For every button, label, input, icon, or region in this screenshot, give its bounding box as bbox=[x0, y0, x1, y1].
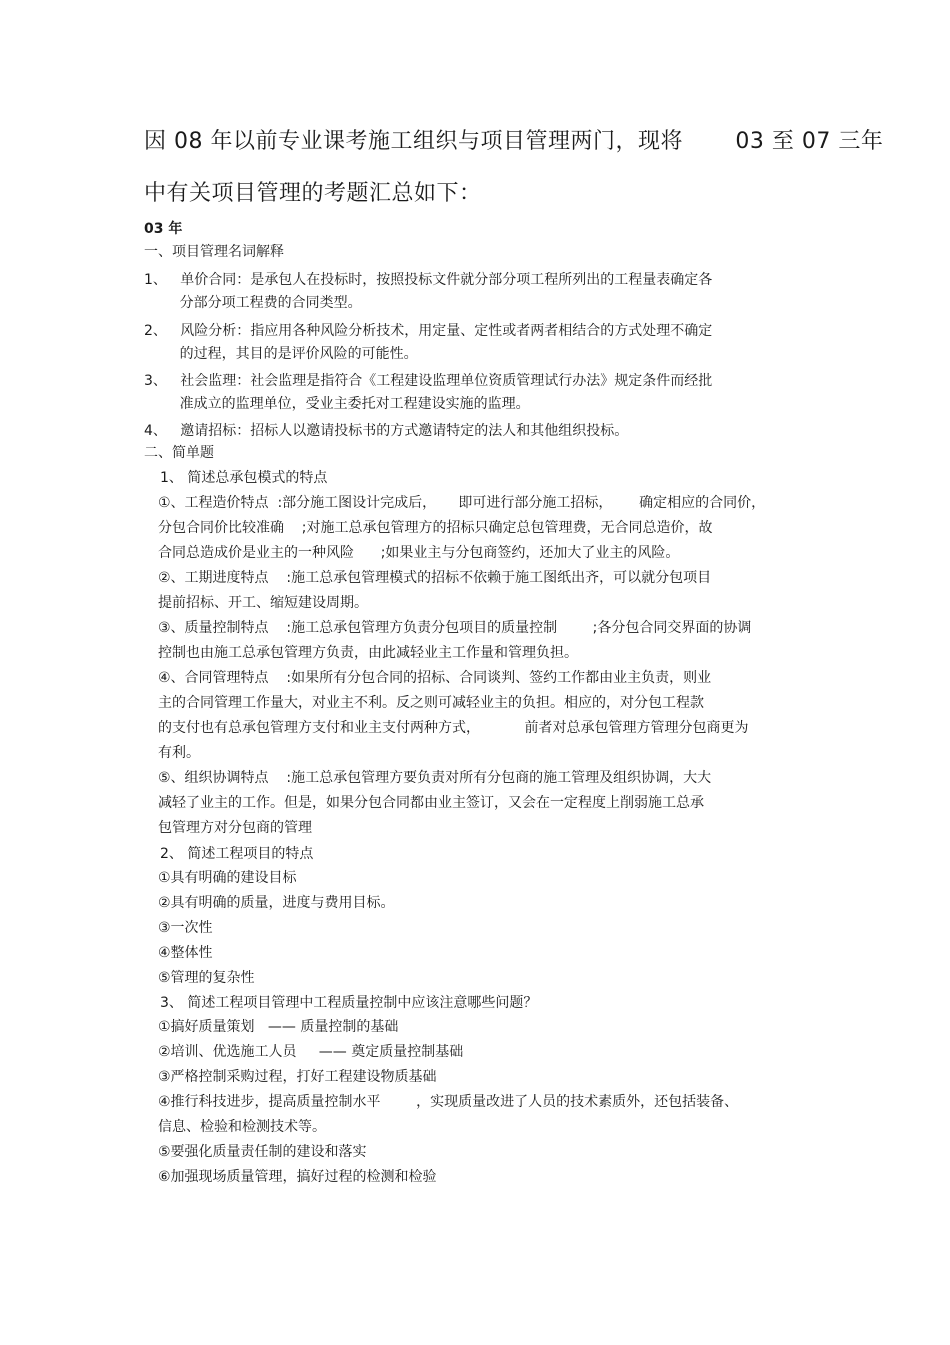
question-1-line: 提前招标、开工、缩短建设周期。 bbox=[158, 595, 368, 611]
question-3-line: ②培训、优选施工人员 —— 奠定质量控制基础 bbox=[158, 1044, 464, 1060]
section-heading-terms: 一、项目管理名词解释 bbox=[144, 244, 284, 260]
question-3-line: ④推行科技进步，提高质量控制水平 ，实现质量改进了人员的技术素质外，还包括装备、 bbox=[158, 1094, 739, 1110]
question-3-line: ⑤要强化质量责任制的建设和落实 bbox=[158, 1144, 367, 1160]
question-2-line: ④整体性 bbox=[158, 945, 213, 961]
question-3-line: ③严格控制采购过程，打好工程建设物质基础 bbox=[158, 1069, 437, 1085]
term-item-3-line-1: 3、 社会监理：社会监理是指符合《工程建设监理单位资质管理试行办法》规定条件而经批 bbox=[144, 373, 713, 389]
document-title-line-2: 中有关项目管理的考题汇总如下： bbox=[144, 181, 482, 206]
question-1-line: ⑤、组织协调特点 :施工总承包管理方要负责对所有分包商的施工管理及组织协调，大大 bbox=[158, 770, 712, 786]
question-3-line: ①搞好质量策划 —— 质量控制的基础 bbox=[158, 1019, 399, 1035]
question-2-line: ②具有明确的质量，进度与费用目标。 bbox=[158, 895, 395, 911]
year-label: 03 年 bbox=[144, 221, 183, 237]
question-1-title: 1、 简述总承包模式的特点 bbox=[160, 470, 328, 486]
question-1-line: 合同总造成价是业主的一种风险 ;如果业主与分包商签约，还加大了业主的风险。 bbox=[158, 545, 680, 561]
term-item-4-line-1: 4、 邀请招标：招标人以邀请投标书的方式邀请特定的法人和其他组织投标。 bbox=[144, 423, 629, 439]
question-1-line: ①、工程造价特点 :部分施工图设计完成后， 即可进行部分施工招标， 确定相应的合同价， bbox=[158, 495, 766, 511]
question-1-line: 包管理方对分包商的管理 bbox=[158, 820, 312, 836]
question-1-line: ③、质量控制特点 :施工总承包管理方负责分包项目的质量控制 ;各分包合同交界面的协调 bbox=[158, 620, 752, 636]
term-item-1-line-1: 1、 单价合同：是承包人在投标时，按照投标文件就分部分项工程所列出的工程量表确定各 bbox=[144, 272, 713, 288]
document-title-line-1: 因 08 年以前专业课考施工组织与项目管理两门，现将 03 至 07 三年 bbox=[144, 129, 884, 154]
question-1-line: 有利。 bbox=[158, 745, 200, 761]
term-item-3-line-2: 准成立的监理单位，受业主委托对工程建设实施的监理。 bbox=[144, 396, 530, 412]
question-1-line: 的支付也有总承包管理方支付和业主支付两种方式， 前者对总承包管理方管理分包商更为 bbox=[158, 720, 749, 736]
question-2-line: ①具有明确的建设目标 bbox=[158, 870, 297, 886]
question-2-title: 2、 简述工程项目的特点 bbox=[160, 846, 314, 862]
term-item-2-line-2: 的过程，其目的是评价风险的可能性。 bbox=[144, 346, 418, 362]
question-1-line: ②、工期进度特点 :施工总承包管理模式的招标不依赖于施工图纸出齐，可以就分包项目 bbox=[158, 570, 712, 586]
question-1-line: 减轻了业主的工作。但是，如果分包合同都由业主签订，又会在一定程度上削弱施工总承 bbox=[158, 795, 704, 811]
question-2-line: ⑤管理的复杂性 bbox=[158, 970, 255, 986]
question-3-line: 信息、检验和检测技术等。 bbox=[158, 1119, 326, 1135]
question-1-line: 控制也由施工总承包管理方负责，由此减轻业主工作量和管理负担。 bbox=[158, 645, 578, 661]
question-3-title: 3、 简述工程项目管理中工程质量控制中应该注意哪些问题？ bbox=[160, 995, 538, 1011]
section-heading-short-answer: 二、简单题 bbox=[144, 445, 214, 461]
term-item-2-line-1: 2、 风险分析：指应用各种风险分析技术，用定量、定性或者两者相结合的方式处理不确定 bbox=[144, 323, 713, 339]
term-item-1-line-2: 分部分项工程费的合同类型。 bbox=[144, 295, 362, 311]
question-1-line: 主的合同管理工作量大，对业主不利。反之则可减轻业主的负担。相应的，对分包工程款 bbox=[158, 695, 704, 711]
question-2-line: ③一次性 bbox=[158, 920, 213, 936]
question-1-line: ④、合同管理特点 :如果所有分包合同的招标、合同谈判、签约工作都由业主负责，则业 bbox=[158, 670, 712, 686]
question-1-line: 分包合同价比较准确 ;对施工总承包管理方的招标只确定总包管理费，无合同总造价，故 bbox=[158, 520, 713, 536]
question-3-line: ⑥加强现场质量管理，搞好过程的检测和检验 bbox=[158, 1169, 437, 1185]
